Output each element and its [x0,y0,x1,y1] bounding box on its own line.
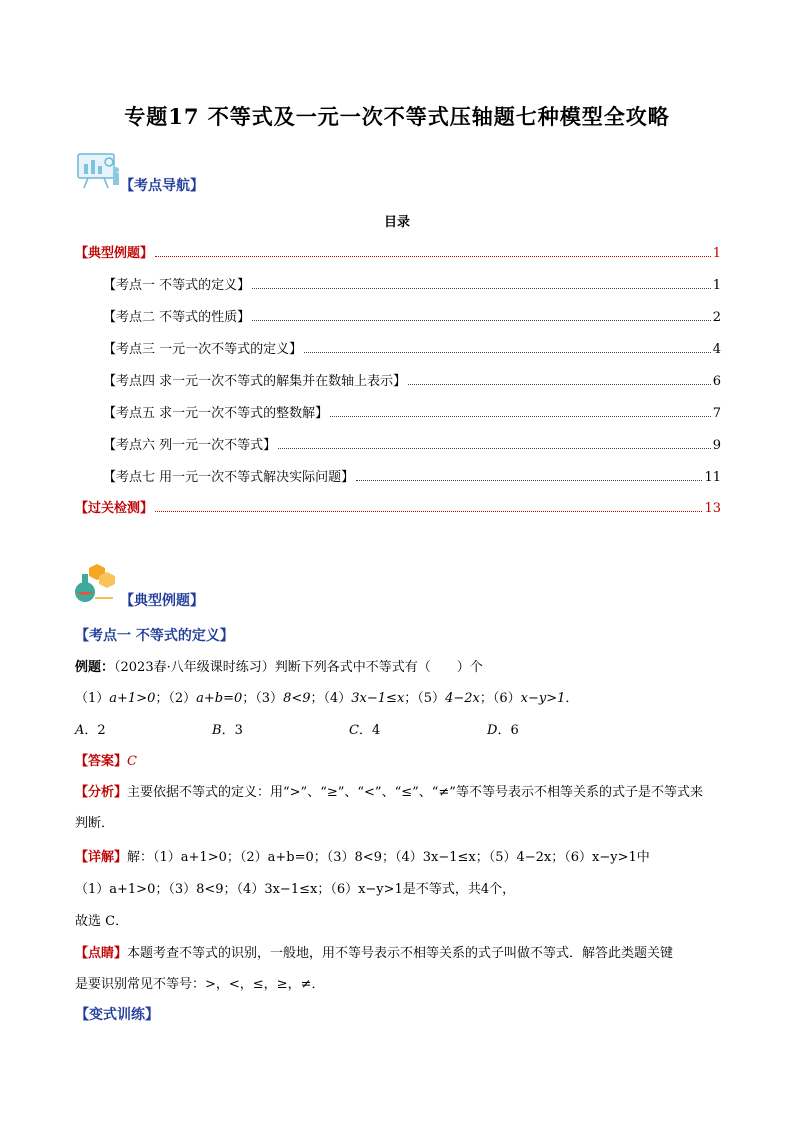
detail-line: 【详解】解：（1）a+1>0；（2）a+b=0；（3）8<9；（4）3x−1≤x；（5）4−2x；（6）x−y>1中 [75,850,650,865]
analysis-line: 判断． [75,816,115,831]
option-d[interactable]: D．6 [487,723,519,738]
toc-entry[interactable]: 【考点七 用一元一次不等式解决实际问题】 11 [103,470,721,485]
detail-line: （1）a+1>0；（3）8<9；（4）3x−1≤x；（6）x−y>1是不等式，共4个， [75,882,516,897]
toc-entry[interactable]: 【考点五 求一元一次不等式的整数解】 7 [103,406,721,421]
toc-heading: 目录 [383,215,410,230]
toc-entry[interactable]: 【典型例题】 1 [75,246,721,261]
toc-entry[interactable]: 【考点一 不等式的定义】 1 [103,278,721,293]
option-a[interactable]: A．2 [75,723,106,738]
nav-section-label: 【考点导航】 [120,178,204,194]
toc-entry[interactable]: 【考点二 不等式的性质】 2 [103,310,721,325]
kaodian-title: 【考点一 不等式的定义】 [75,628,234,644]
option-b[interactable]: B．3 [212,723,243,738]
toc-entry[interactable]: 【考点六 列一元一次不等式】 9 [103,438,721,453]
detail-line: 故选 C． [75,914,129,929]
option-c[interactable]: C．4 [349,723,381,738]
presentation-board-icon [76,150,122,190]
toc-entry[interactable]: 【考点三 一元一次不等式的定义】 4 [103,342,721,357]
answer-line: 【答案】C [75,754,137,769]
flask-icon [73,562,119,604]
comment-line: 【点睛】本题考查不等式的识别，一般地，用不等号表示不相等关系的式子叫做不等式．解答此类题关键 [75,946,674,961]
toc-entry[interactable]: 【考点四 求一元一次不等式的解集并在数轴上表示】 6 [103,374,721,389]
comment-line: 是要识别常见不等号：>，<，≤，≥，≠． [75,977,325,992]
page-title: 专题17 不等式及一元一次不等式压轴题七种模型全攻略 [124,104,670,129]
answer-options [0,719,794,739]
toc-entry[interactable]: 【过关检测】 13 [75,501,721,516]
analysis-line: 【分析】主要依据不等式的定义：用“>”、“≥”、“<”、“≤”、“≠”等不等号表示不相等关系的式子是不等式来 [75,785,703,800]
example-items: （1）a+1>0；（2）a+b=0；（3）8<9；（4）3x−1≤x；（5）4−2x；（6）x−y>1． [75,691,579,706]
section-label: 【典型例题】 [120,593,204,609]
variant-training-label: 【变式训练】 [75,1007,159,1023]
example-question: 例题：（2023春·八年级课时练习）判断下列各式中不等式有（ ）个 [75,660,483,675]
